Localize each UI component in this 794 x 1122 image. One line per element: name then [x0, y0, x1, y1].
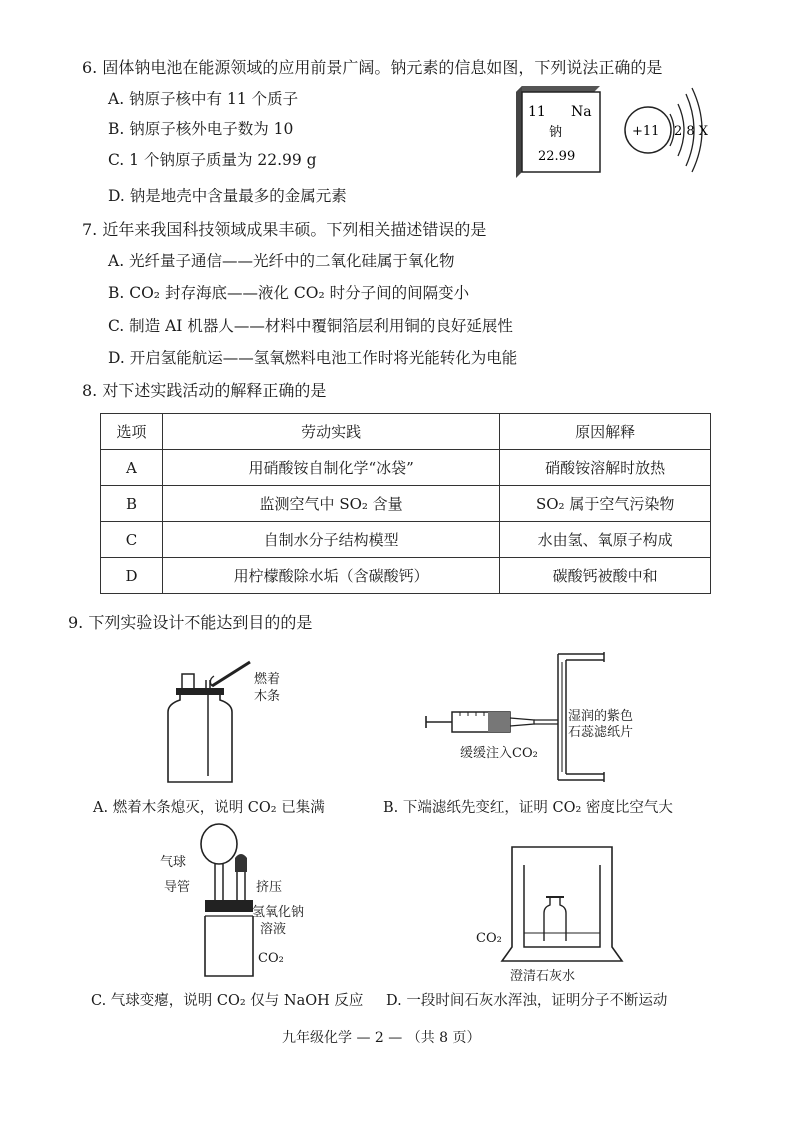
q7-option-d: D. 开启氢能航运——氢氧燃料电池工作时将光能转化为电能: [108, 349, 518, 367]
page-footer: 九年级化学 — 2 — （共 8 页）: [282, 1030, 481, 1046]
q6-option-c: C. 1 个钠原子质量为 22.99 g: [108, 151, 317, 169]
nucleus-charge: +11: [632, 124, 660, 139]
table-cell: B: [101, 486, 163, 522]
q7-option-a: A. 光纤量子通信——光纤中的二氧化硅属于氧化物: [108, 252, 455, 270]
table-cell: A: [101, 450, 163, 486]
q6-option-a: A. 钠原子核中有 11 个质子: [108, 90, 299, 108]
header-cell: 原因解释: [500, 414, 711, 450]
figure-b-caption: B. 下端滤纸先变红，证明 CO₂ 密度比空气大: [383, 800, 673, 816]
table-row: [101, 450, 711, 486]
figure-a-caption: A. 燃着木条熄灭，说明 CO₂ 已集满: [93, 800, 325, 816]
figure-c-balloon-label: 气球: [160, 855, 187, 870]
q8-table: [100, 413, 711, 594]
figure-d-beaker: [500, 843, 625, 973]
figure-a-label-2: 木条: [254, 689, 281, 704]
element-symbol: Na: [571, 104, 592, 120]
element-mass: 22.99: [538, 149, 576, 164]
figure-c-squeeze-label: 挤压: [256, 880, 283, 895]
table-row: [101, 522, 711, 558]
element-number: 11: [528, 104, 546, 120]
q6-option-d: D. 钠是地壳中含量最多的金属元素: [108, 187, 347, 205]
q6-stem: 6. 固体钠电池在能源领域的应用前景广阔。钠元素的信息如图，下列说法正确的是: [82, 58, 663, 77]
q7-option-b: B. CO₂ 封存海底——液化 CO₂ 时分子间的间隔变小: [108, 284, 470, 302]
element-name: 钠: [549, 125, 563, 140]
table-cell: 硝酸铵溶解时放热: [500, 450, 711, 486]
q9-stem: 9. 下列实验设计不能达到目的的是: [68, 613, 313, 632]
q6-option-b: B. 钠原子核外电子数为 10: [108, 120, 294, 138]
q7-option-c: C. 制造 AI 机器人——材料中覆铜箔层利用铜的良好延展性: [108, 317, 513, 335]
table-cell: 水由氢、氧原子构成: [500, 522, 711, 558]
element-card: [516, 86, 606, 178]
table-cell: D: [101, 558, 163, 594]
figure-c-tube-label: 导管: [164, 880, 191, 895]
q8-stem: 8. 对下述实践活动的解释正确的是: [82, 381, 327, 400]
figure-c-naoh-label-2: 溶液: [260, 922, 287, 937]
figure-b-label-1: 湿润的紫色: [568, 709, 634, 724]
figure-b-label-3: 缓缓注入CO₂: [460, 746, 538, 761]
figure-c-naoh-label-1: 氢氧化钠: [252, 905, 305, 920]
table-cell: C: [101, 522, 163, 558]
figure-d-limewater-label: 澄清石灰水: [510, 969, 576, 984]
header-cell: 劳动实践: [162, 414, 499, 450]
table-cell: 用柠檬酸除水垢（含碳酸钙）: [162, 558, 499, 594]
table-cell: 用硝酸铵自制化学“冰袋”: [162, 450, 499, 486]
figure-b-label-2: 石蕊滤纸片: [568, 725, 634, 740]
q7-stem: 7. 近年来我国科技领域成果丰硕。下列相关描述错误的是: [82, 220, 487, 239]
table-row: [101, 558, 711, 594]
figure-c-caption: C. 气球变瘪，说明 CO₂ 仅与 NaOH 反应: [91, 993, 364, 1009]
figure-d-caption: D. 一段时间石灰水浑浊，证明分子不断运动: [386, 993, 668, 1009]
electron-config: 2 8 X: [674, 124, 709, 139]
table-row: [101, 486, 711, 522]
table-cell: 监测空气中 SO₂ 含量: [162, 486, 499, 522]
figure-d-co2-label: CO₂: [476, 931, 502, 946]
atom-structure-diagram: [622, 88, 722, 174]
header-cell: 选项: [101, 414, 163, 450]
figure-c-co2-label: CO₂: [258, 951, 284, 966]
table-cell: 碳酸钙被酸中和: [500, 558, 711, 594]
figure-a-label-1: 燃着: [254, 672, 281, 687]
table-cell: SO₂ 属于空气污染物: [500, 486, 711, 522]
table-header-row: [101, 414, 711, 450]
table-cell: 自制水分子结构模型: [162, 522, 499, 558]
